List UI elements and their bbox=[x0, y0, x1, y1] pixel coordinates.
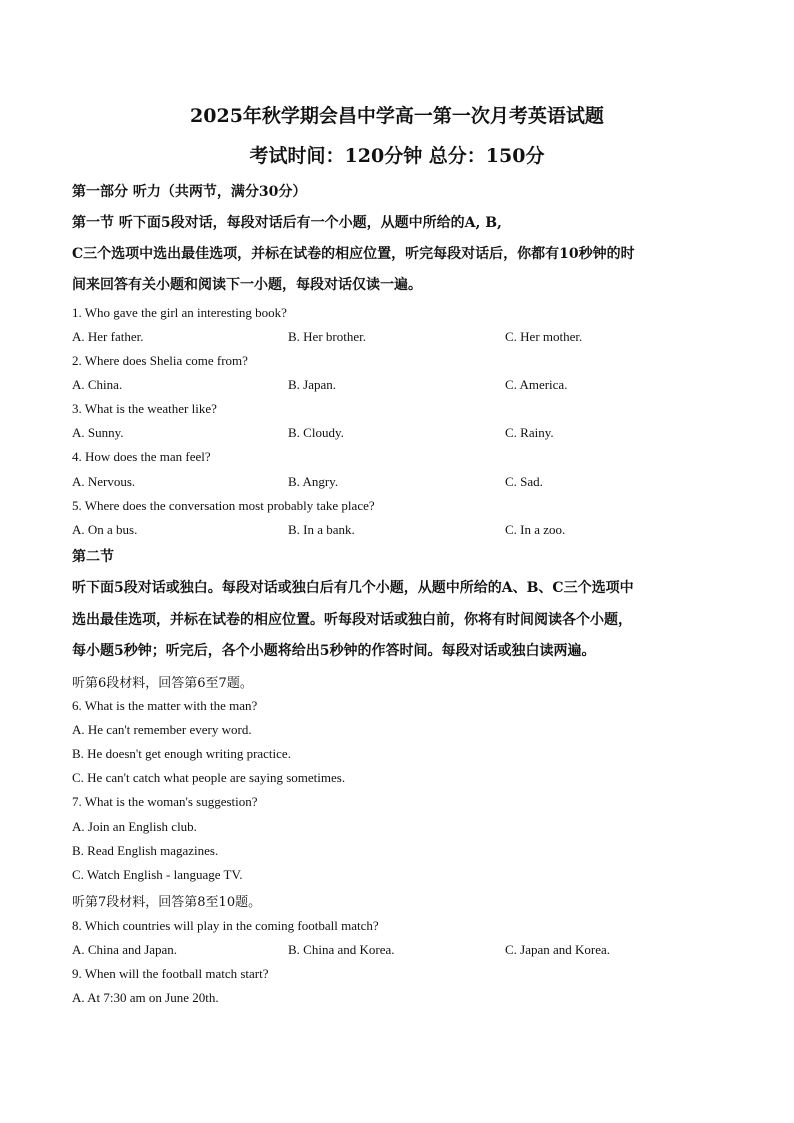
option-a: A. On a bus. bbox=[72, 522, 138, 537]
question-9: 9. When will the football match start? bbox=[72, 966, 269, 981]
option-c: C. Rainy. bbox=[505, 425, 554, 440]
option-c: C. America. bbox=[505, 377, 568, 392]
option-c: C. Watch English - language TV. bbox=[72, 867, 243, 882]
exam-subtitle: 考试时间：120分钟 总分：150分 bbox=[249, 145, 545, 167]
option-b: B. He doesn't get enough writing practice. bbox=[72, 746, 291, 761]
option-a: A. Sunny. bbox=[72, 425, 124, 440]
option-c: C. Japan and Korea. bbox=[505, 942, 611, 957]
option-a: A. Join an English club. bbox=[72, 819, 197, 834]
question-7: 7. What is the woman's suggestion? bbox=[72, 794, 258, 809]
option-c: C. In a zoo. bbox=[505, 522, 566, 537]
option-c: C. Sad. bbox=[505, 474, 543, 489]
option-b: B. Her brother. bbox=[288, 329, 366, 344]
section1-instruction-line: 第一节 听下面5段对话，每段对话后有一个小题，从题中所给的A, B, bbox=[72, 215, 502, 231]
exam-title: 2025年秋学期会昌中学高一第一次月考英语试题 bbox=[190, 105, 604, 127]
section1-instruction-line: C三个选项中选出最佳选项，并标在试卷的相应位置，听完每段对话后，你都有10秒钟的时 bbox=[72, 246, 635, 262]
option-a: A. China and Japan. bbox=[72, 942, 178, 957]
section2-instruction-line: 选出最佳选项，并标在试卷的相应位置。听每段对话或独白前，你将有时间阅读各个小题， bbox=[72, 612, 632, 628]
section1-instruction-line: 间来回答有关小题和阅读下一小题，每段对话仅读一遍。 bbox=[72, 277, 422, 293]
option-a: A. At 7:30 am on June 20th. bbox=[72, 990, 219, 1005]
material-6-note: 听第6段材料，回答第6至7题。 bbox=[72, 676, 253, 691]
question-1: 1. Who gave the girl an interesting book? bbox=[72, 305, 287, 320]
option-a: A. China. bbox=[72, 377, 123, 392]
option-b: B. Read English magazines. bbox=[72, 843, 219, 858]
question-4: 4. How does the man feel? bbox=[72, 449, 211, 464]
question-5: 5. Where does the conversation most probably take place? bbox=[72, 498, 375, 513]
question-2: 2. Where does Shelia come from? bbox=[72, 353, 248, 368]
option-c: C. He can't catch what people are saying sometimes. bbox=[72, 770, 346, 785]
material-7-note: 听第7段材料，回答第8至10题。 bbox=[72, 895, 262, 910]
option-a: A. Nervous. bbox=[72, 474, 136, 489]
option-b: B. Japan. bbox=[288, 377, 337, 392]
option-b: B. China and Korea. bbox=[288, 942, 395, 957]
option-a: A. Her father. bbox=[72, 329, 144, 344]
part1-heading: 第一部分 听力（共两节，满分30分） bbox=[72, 184, 307, 200]
option-c: C. Her mother. bbox=[505, 329, 583, 344]
question-6: 6. What is the matter with the man? bbox=[72, 698, 258, 713]
section2-instruction-line: 每小题5秒钟；听完后，各个小题将给出5秒钟的作答时间。每段对话或独白读两遍。 bbox=[72, 643, 596, 659]
question-8: 8. Which countries will play in the coming football match? bbox=[72, 918, 379, 933]
option-b: B. Cloudy. bbox=[288, 425, 344, 440]
option-b: B. Angry. bbox=[288, 474, 339, 489]
option-b: B. In a bank. bbox=[288, 522, 355, 537]
section2-instruction-line: 听下面5段对话或独白。每段对话或独白后有几个小题，从题中所给的A、B、C三个选项中 bbox=[72, 580, 634, 596]
question-3: 3. What is the weather like? bbox=[72, 401, 217, 416]
option-a: A. He can't remember every word. bbox=[72, 722, 252, 737]
section2-heading: 第二节 bbox=[72, 549, 114, 565]
